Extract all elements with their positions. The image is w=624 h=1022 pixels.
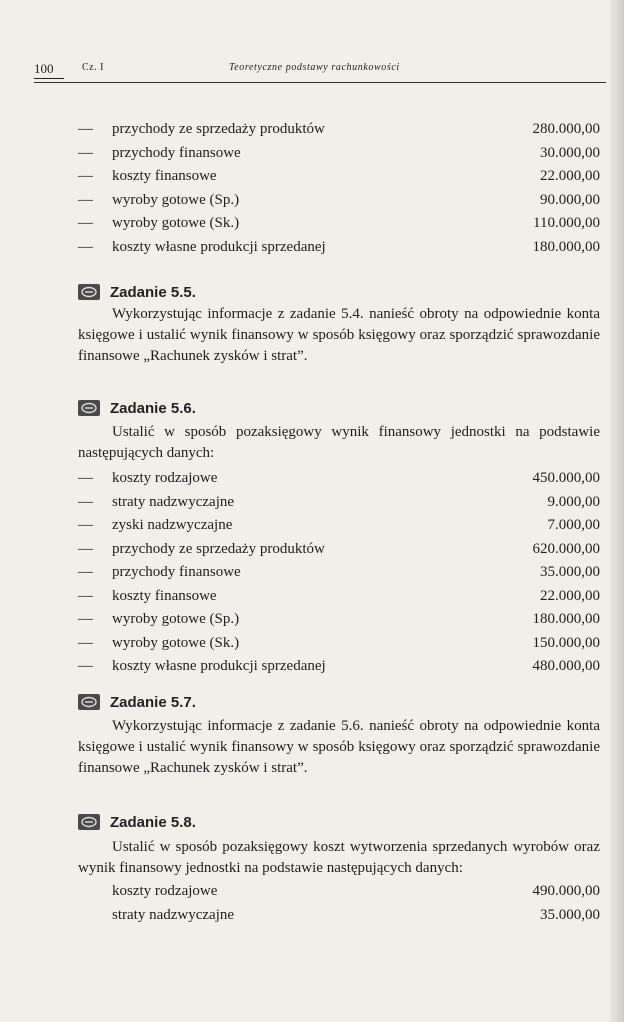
list-item [78,904,600,928]
item-label: straty nadzwyczajne [112,493,235,510]
item-label: koszty rodzajowe [112,470,218,486]
dash: — [78,634,93,651]
item-label: wyroby gotowe (Sk.) [112,634,240,651]
dash: — [78,191,93,208]
task-title: Zadanie 5.5. [110,283,196,301]
item-label: straty nadzwyczajne [112,906,235,923]
item-label: przychody finansowe [112,564,241,580]
item-value: 9.000,00 [547,493,600,510]
list-item [78,514,600,538]
item-value: 35.000,00 [540,906,600,923]
item-value: 22.000,00 [540,587,600,604]
list-item [78,491,600,515]
item-value: 90.000,00 [540,191,600,208]
dash: — [78,564,93,580]
task-title: Zadanie 5.6. [110,399,196,417]
page-number-underline [34,78,64,79]
dash: — [78,470,93,486]
dash: — [78,168,93,184]
item-value: 110.000,00 [533,215,600,231]
running-title: Teoretyczne podstawy rachunkowości [229,62,400,73]
item-label: wyroby gotowe (Sp.) [112,611,240,627]
task-5-5-heading [78,282,196,302]
pencil-icon [78,814,100,830]
item-label: przychody ze sprzedaży produktów [112,540,325,557]
part-label: Cz. I [82,62,104,73]
list-item [78,165,600,189]
item-value: 450.000,00 [532,470,600,486]
dash: — [78,144,93,161]
item-value: 180.000,00 [532,611,600,627]
item-value: 30.000,00 [540,144,600,161]
task-5-8-text: Ustalić w sposób pozaksięgowy koszt wytworzenia sprzedanych wyrobów oraz wynik finansowy jednostki na podstawie następujących danych: [78,839,600,876]
list-item [78,142,600,166]
item-label: wyroby gotowe (Sp.) [112,191,240,208]
page-edge-shadow [610,0,624,1022]
list-item [78,632,600,656]
dash: — [78,215,93,231]
list-item [78,561,600,585]
dash: — [78,611,93,627]
data-list-1 [78,118,600,259]
task-5-7-heading [78,692,196,712]
list-item [78,189,600,213]
item-value: 490.000,00 [532,883,600,899]
item-label: zyski nadzwyczajne [112,517,233,533]
pencil-icon [78,694,100,710]
dash: — [78,587,93,604]
task-5-7-text: Wykorzystując informacje z zadanie 5.6. nanieść obroty na odpowiednie konta księgowe i ustalić wynik finansowy w sposób księgowy oraz sporządzić sprawozdanie finansowe „Rachunek zysków i strat”. [78,718,600,776]
list-item [78,118,600,142]
task-5-6-heading [78,398,196,418]
list-item [78,236,600,260]
item-value: 280.000,00 [532,121,600,137]
item-label: wyroby gotowe (Sk.) [112,215,240,231]
item-value: 620.000,00 [532,540,600,557]
list-item [78,655,600,679]
list-item [78,467,600,491]
item-label: koszty finansowe [112,168,217,184]
list-item [78,585,600,609]
item-label: koszty własne produkcji sprzedanej [112,238,326,255]
task-5-8-heading [78,812,196,832]
task-5-6-text: Ustalić w sposób pozaksięgowy wynik finansowy jednostki na podstawie następujących danych: [78,424,600,461]
list-item [78,880,600,904]
item-label: przychody ze sprzedaży produktów [112,121,325,137]
data-list-3 [78,880,600,927]
task-title: Zadanie 5.7. [110,693,196,711]
item-value: 480.000,00 [532,658,600,674]
page-header [34,58,606,80]
dash: — [78,121,93,137]
dash: — [78,517,93,533]
task-title: Zadanie 5.8. [110,813,196,831]
dash: — [78,658,93,674]
item-label: koszty finansowe [112,587,217,604]
dash: — [78,238,93,255]
task-5-5-text: Wykorzystując informacje z zadanie 5.4. nanieść obroty na odpowiednie konta księgowe i ustalić wynik finansowy w sposób księgowy oraz sporządzić sprawozdanie finansowe „Rachunek zysków i strat”. [78,306,600,364]
pencil-icon [78,400,100,416]
pencil-icon [78,284,100,300]
item-value: 180.000,00 [532,238,600,255]
dash: — [78,493,93,510]
dash: — [78,540,93,557]
item-value: 7.000,00 [547,517,600,533]
item-label: przychody finansowe [112,144,241,161]
list-item [78,608,600,632]
list-item [78,212,600,236]
item-label: koszty rodzajowe [112,883,218,899]
item-value: 35.000,00 [540,564,600,580]
list-item [78,538,600,562]
page-number: 100 [34,61,54,76]
header-rule [34,82,606,83]
item-value: 22.000,00 [540,168,600,184]
item-label: koszty własne produkcji sprzedanej [112,658,326,674]
item-value: 150.000,00 [532,634,600,651]
data-list-2 [78,467,600,679]
